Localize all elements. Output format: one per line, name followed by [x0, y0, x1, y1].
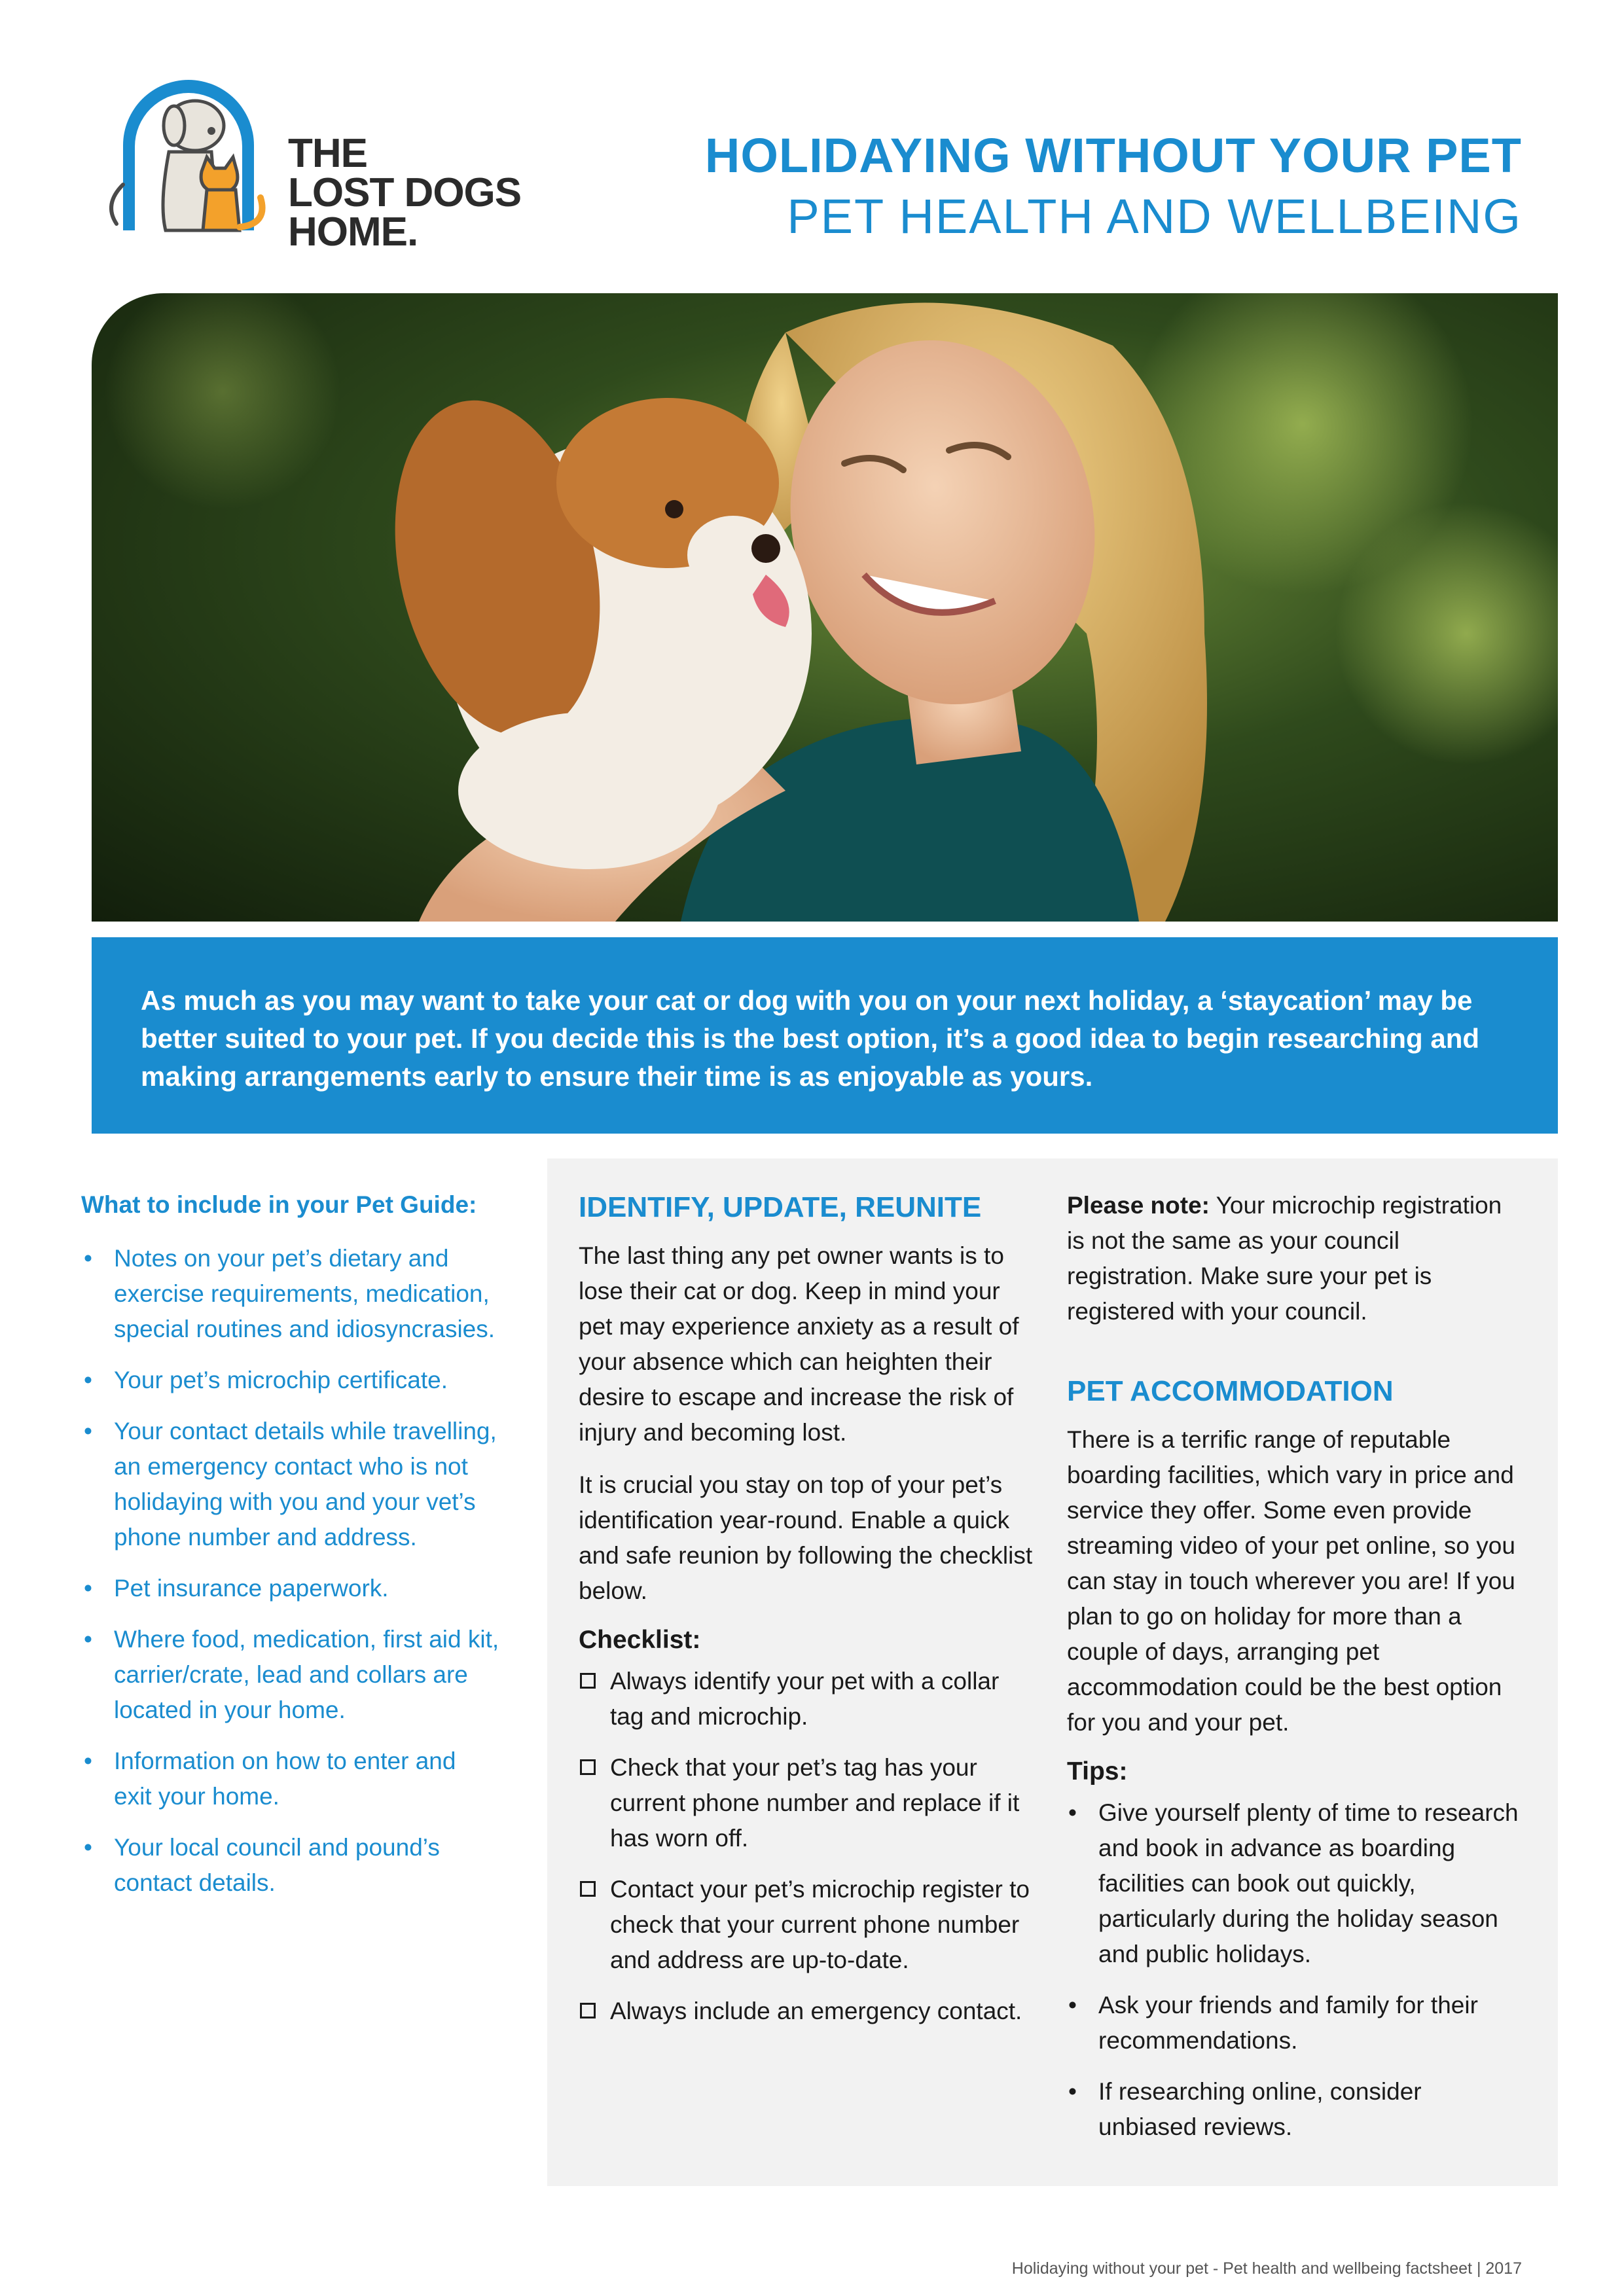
checkbox-icon [580, 1673, 596, 1689]
checklist-item [579, 1994, 1037, 2029]
pet-guide-list [81, 1241, 500, 1901]
pet-guide-section [81, 1191, 500, 1916]
list-item: • Where food, medication, first aid kit, carrier/crate, lead and collars are located in your home. [81, 1622, 500, 1728]
checkbox-icon [580, 1881, 596, 1897]
logo-line-1: THE [288, 131, 367, 176]
checklist [579, 1664, 1037, 2029]
checklist-item [579, 1664, 1037, 1734]
checklist-item [579, 1872, 1037, 1978]
accommodation-title: PET ACCOMMODATION [1067, 1375, 1394, 1407]
checklist-item-label: Check that your pet’s tag has your current phone number and replace if it has worn off. [610, 1754, 1020, 1852]
accommodation-section [1067, 1188, 1525, 2161]
logo-line-2: LOST DOGS [288, 170, 522, 215]
intro-banner [92, 937, 1558, 1134]
checklist-item-label: Always identify your pet with a collar tag and microchip. [610, 1668, 1000, 1730]
identify-paragraph-1: The last thing any pet owner wants is to lose their cat or dog. Keep in mind your pet may experience anxiety as a result of your absence which can heighten their desire to escape and increase the risk of injury and becoming lost. [579, 1242, 1019, 1446]
list-item: • Your local council and pound’s contact details. [81, 1830, 500, 1901]
hero-photo [92, 293, 1558, 922]
page-footer: Holidaying without your pet - Pet health and wellbeing factsheet | 2017 [1011, 2259, 1522, 2278]
list-item: • If researching online, consider unbiased reviews. [1067, 2074, 1525, 2145]
logo-wordmark [288, 131, 522, 255]
list-item: • Ask your friends and family for their recommendations. [1067, 1988, 1525, 2058]
pet-guide-title: What to include in your Pet Guide: [81, 1191, 477, 1218]
checklist-item-label: Contact your pet’s microchip register to check that your current phone number and address are up-to-date. [610, 1876, 1030, 1973]
dog-cat-logo-icon [97, 73, 287, 243]
tips-list [1067, 1795, 1525, 2145]
checkbox-icon [580, 1759, 596, 1775]
note-label: Please note: [1067, 1192, 1210, 1219]
list-item: • Pet insurance paperwork. [81, 1571, 500, 1606]
checklist-item [579, 1750, 1037, 1856]
identify-section [579, 1191, 1037, 2045]
woman-with-puppy-photo [92, 293, 1558, 922]
note-text: Your microchip registration is not the same as your council registration. Make sure your pet is registered with your council. [1067, 1192, 1502, 1325]
intro-text: As much as you may want to take your cat or dog with you on your next holiday, a ‘staycation’ may be better suited to your pet. If you decide this is the best option, it’s a good idea to begin researching and making arrangements early to ensure their time is as enjoyable as yours. [141, 985, 1480, 1092]
list-item: • Notes on your pet’s dietary and exercise requirements, medication, special routines and idiosyncrasies. [81, 1241, 500, 1347]
checkbox-icon [580, 2003, 596, 2018]
list-item: • Your contact details while travelling, an emergency contact who is not holidaying with you and your vet’s phone number and address. [81, 1414, 500, 1555]
registration-note [1067, 1188, 1525, 1329]
tips-title: Tips: [1067, 1757, 1128, 1785]
list-item: • Give yourself plenty of time to research and book in advance as boarding facilities can book out quickly, particularly during the holiday season and public holidays. [1067, 1795, 1525, 1972]
list-item: • Information on how to enter and exit your home. [81, 1744, 500, 1814]
identify-paragraph-2: It is crucial you stay on top of your pet’s identification year-round. Enable a quick and safe reunion by following the checklist below. [579, 1471, 1033, 1604]
identify-title: IDENTIFY, UPDATE, REUNITE [579, 1191, 982, 1223]
accommodation-paragraph: There is a terrific range of reputable boarding facilities, which vary in price and service they offer. Some even provide streaming video of your pet online, so you can stay in touch wherever you are! If you plan to go on holiday for more than a couple of days, arranging pet accommodation could be the best option for you and your pet. [1067, 1426, 1515, 1736]
list-item: • Your pet’s microchip certificate. [81, 1363, 500, 1398]
logo-line-3: HOME. [288, 209, 418, 255]
page-title: HOLIDAYING WITHOUT YOUR PET [704, 128, 1522, 183]
page-subtitle: PET HEALTH AND WELLBEING [787, 189, 1522, 243]
checklist-item-label: Always include an emergency contact. [610, 1998, 1022, 2024]
checklist-title: Checklist: [579, 1626, 701, 1654]
